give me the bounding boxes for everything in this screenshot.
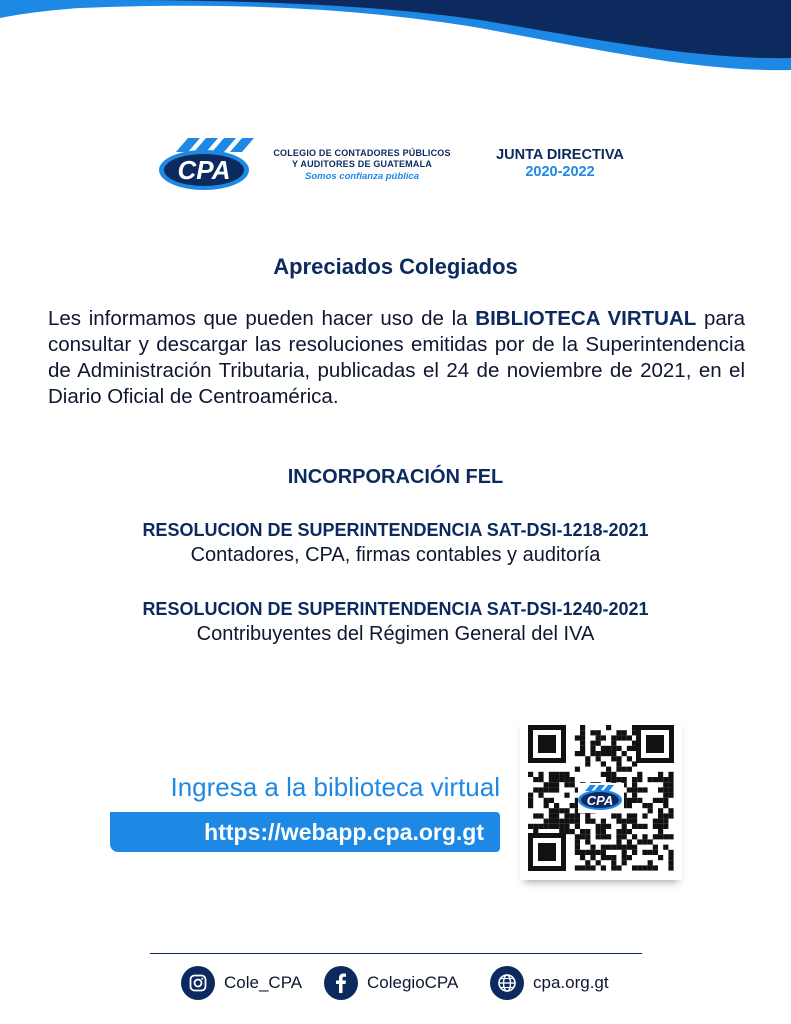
footer-divider bbox=[150, 953, 642, 954]
board-years: 2020-2022 bbox=[525, 164, 595, 180]
library-url-text: https://webapp.cpa.org.gt bbox=[204, 819, 484, 845]
website-link[interactable] bbox=[490, 966, 609, 1000]
intro-paragraph bbox=[48, 306, 745, 410]
org-name bbox=[262, 148, 462, 183]
facebook-link[interactable] bbox=[324, 966, 458, 1000]
instagram-icon bbox=[181, 966, 215, 1000]
qr-code bbox=[520, 718, 682, 880]
header-wave-decoration bbox=[0, 0, 791, 90]
intro-highlight: BIBLIOTECA VIRTUAL bbox=[475, 307, 697, 330]
cta-text: Ingresa a la biblioteca virtual bbox=[170, 772, 500, 802]
svg-text:CPA: CPA bbox=[586, 793, 614, 808]
board-title: JUNTA DIRECTIVA bbox=[496, 147, 624, 163]
resolution-item bbox=[0, 597, 791, 647]
greeting-heading: Apreciados Colegiados bbox=[273, 254, 518, 279]
website-handle: cpa.org.gt bbox=[533, 973, 609, 992]
cpa-logo bbox=[158, 136, 254, 192]
globe-icon bbox=[490, 966, 524, 1000]
board-block bbox=[478, 147, 642, 181]
resolution-subtitle: Contribuyentes del Régimen General del IVA bbox=[196, 623, 595, 645]
section-title: INCORPORACIÓN FEL bbox=[287, 466, 504, 488]
resolution-item bbox=[0, 518, 791, 568]
qr-code-graphic bbox=[528, 725, 674, 871]
instagram-link[interactable] bbox=[181, 966, 302, 1000]
org-name-line1: COLEGIO DE CONTADORES PÚBLICOS bbox=[273, 148, 451, 158]
resolution-subtitle: Contadores, CPA, firmas contables y auditoría bbox=[190, 544, 601, 566]
instagram-handle: Cole_CPA bbox=[224, 973, 303, 992]
resolution-title: RESOLUCION DE SUPERINTENDENCIA SAT-DSI-1240-2021 bbox=[142, 599, 649, 619]
org-name-line2: Y AUDITORES DE GUATEMALA bbox=[292, 159, 432, 169]
resolution-title: RESOLUCION DE SUPERINTENDENCIA SAT-DSI-1218-2021 bbox=[142, 520, 649, 540]
header bbox=[0, 130, 791, 200]
intro-text-end: para consultar y descargar las resoluciones emitidas por de la Superintendencia de Administración Tributaria, publicadas el 24 de noviembre de 2021, en el Diario Oficial de Centroamérica. bbox=[48, 307, 745, 408]
facebook-handle: ColegioCPA bbox=[367, 973, 459, 992]
svg-text:CPA: CPA bbox=[177, 155, 231, 185]
intro-text-start: Les informamos que pueden hacer uso de la bbox=[48, 307, 476, 330]
facebook-icon bbox=[324, 966, 358, 1000]
library-url-link[interactable] bbox=[110, 812, 500, 852]
org-tagline: Somos confianza pública bbox=[304, 171, 420, 182]
